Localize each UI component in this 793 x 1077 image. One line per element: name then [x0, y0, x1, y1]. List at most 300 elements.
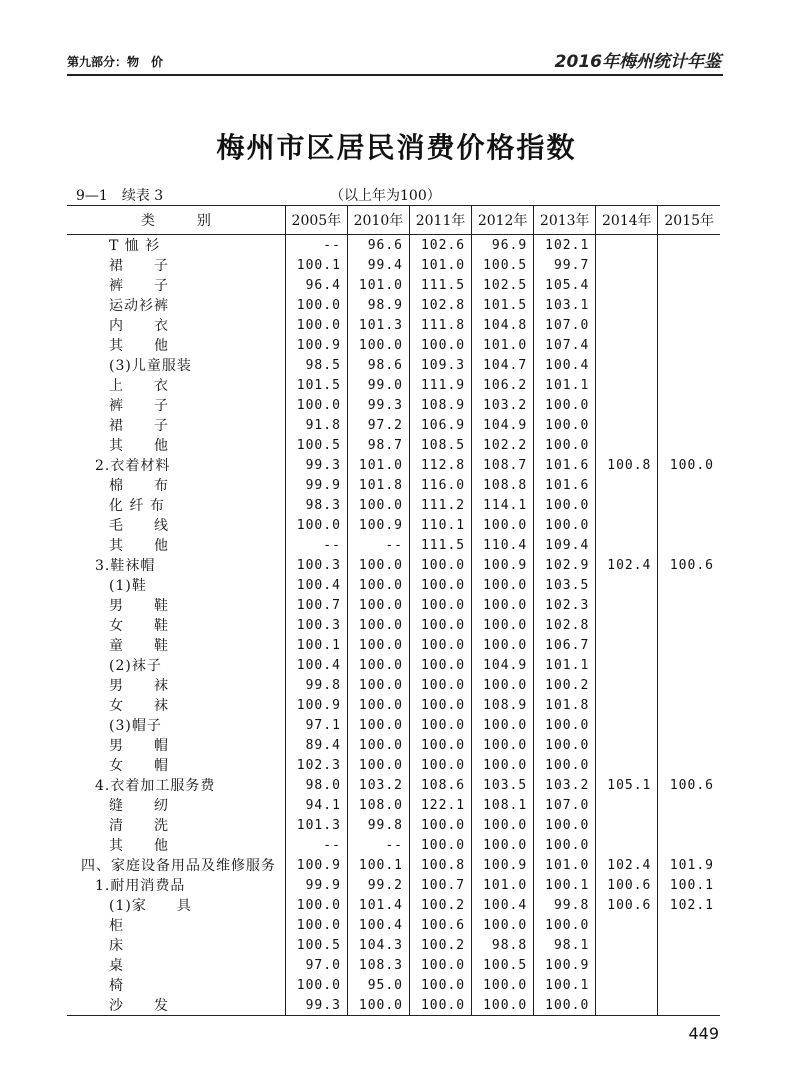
row-value [658, 575, 720, 595]
row-value [658, 495, 720, 515]
column-header: 2014年 [596, 206, 658, 235]
row-value [658, 475, 720, 495]
row-value: 100.0 [534, 415, 596, 435]
row-value: 100.0 [285, 395, 347, 415]
row-value [596, 935, 658, 955]
row-value: -- [347, 835, 409, 855]
row-value: 100.4 [285, 575, 347, 595]
row-value: 100.0 [658, 455, 720, 475]
row-value: 105.1 [596, 775, 658, 795]
row-value [658, 295, 720, 315]
row-value [658, 915, 720, 935]
row-value: 106.9 [410, 415, 472, 435]
row-label: 裙 子 [109, 418, 169, 434]
row-value: 100.0 [472, 815, 534, 835]
row-value: 111.2 [410, 495, 472, 515]
row-value: 99.3 [347, 395, 409, 415]
row-value: 101.5 [285, 375, 347, 395]
row-value [596, 955, 658, 975]
row-value: 100.0 [410, 675, 472, 695]
row-value: 101.3 [347, 315, 409, 335]
row-value: 110.1 [410, 515, 472, 535]
row-value [658, 395, 720, 415]
row-value: 103.1 [534, 295, 596, 315]
row-value: 100.0 [534, 515, 596, 535]
row-value: 100.0 [472, 995, 534, 1016]
row-label: 椅 [109, 978, 124, 994]
table-row [67, 495, 720, 515]
row-label: 裤 子 [109, 398, 169, 414]
row-value: 100.0 [472, 595, 534, 615]
row-value [658, 815, 720, 835]
row-value [596, 755, 658, 775]
row-value: 100.3 [285, 615, 347, 635]
row-value: 96.4 [285, 275, 347, 295]
price-index-table [67, 205, 720, 1016]
table-row [67, 475, 720, 495]
row-value: 100.2 [410, 935, 472, 955]
table-id: 9—1 续表 3 [76, 188, 164, 204]
row-label: 女 鞋 [109, 618, 169, 634]
row-label: 缝 纫 [109, 798, 169, 814]
row-value [596, 355, 658, 375]
row-value: 100.6 [658, 555, 720, 575]
row-value: 100.0 [347, 615, 409, 635]
row-label: 男 帽 [109, 738, 169, 754]
row-value: 100.0 [534, 735, 596, 755]
row-value: 100.0 [410, 735, 472, 755]
row-value: 100.0 [472, 575, 534, 595]
row-label: 4.衣着加工服务费 [95, 778, 216, 794]
row-label: (1)家 具 [109, 898, 192, 914]
table-row [67, 875, 720, 895]
row-value: 100.0 [410, 955, 472, 975]
row-label: 床 [109, 938, 124, 954]
table-row [67, 715, 720, 735]
row-value: 110.4 [472, 535, 534, 555]
row-value: 100.0 [472, 615, 534, 635]
row-value: 96.6 [347, 235, 409, 256]
row-value [596, 915, 658, 935]
row-value: 100.0 [410, 635, 472, 655]
row-value: 100.0 [285, 515, 347, 535]
table-row [67, 295, 720, 315]
row-label: 毛 线 [109, 518, 169, 534]
row-label: 其 他 [109, 838, 169, 854]
row-value: 100.7 [285, 595, 347, 615]
row-value: 102.3 [534, 595, 596, 615]
table-row [67, 375, 720, 395]
row-value: 100.0 [410, 695, 472, 715]
row-value [596, 575, 658, 595]
row-value: 100.4 [534, 355, 596, 375]
page-number: 449 [688, 1024, 719, 1043]
row-value: 100.0 [347, 715, 409, 735]
row-value: 100.3 [285, 555, 347, 575]
row-label: 清 洗 [109, 818, 169, 834]
table-row [67, 455, 720, 475]
row-value: 100.0 [285, 975, 347, 995]
row-value [658, 415, 720, 435]
row-value: 101.5 [472, 295, 534, 315]
row-value: 100.0 [410, 575, 472, 595]
row-value: 102.9 [534, 555, 596, 575]
row-value: 101.1 [534, 375, 596, 395]
row-value: 108.9 [472, 695, 534, 715]
table-row [67, 555, 720, 575]
column-header: 2015年 [658, 206, 720, 235]
row-value [658, 635, 720, 655]
row-value: 100.0 [472, 755, 534, 775]
row-label: 3.鞋袜帽 [95, 558, 156, 574]
row-value: 100.1 [285, 255, 347, 275]
row-value [596, 255, 658, 275]
row-value: 104.8 [472, 315, 534, 335]
row-value: 102.4 [596, 555, 658, 575]
row-value: 100.0 [410, 815, 472, 835]
table-row [67, 395, 720, 415]
row-value: 100.0 [534, 815, 596, 835]
row-value [596, 535, 658, 555]
row-value: 100.0 [534, 755, 596, 775]
row-value: 100.0 [534, 835, 596, 855]
row-value [658, 835, 720, 855]
row-value: 99.8 [347, 815, 409, 835]
row-value: 98.1 [534, 935, 596, 955]
row-value: 100.9 [285, 695, 347, 715]
row-value: 101.8 [534, 695, 596, 715]
row-value: 100.6 [658, 775, 720, 795]
row-value [596, 595, 658, 615]
row-value: 100.0 [410, 555, 472, 575]
row-value [658, 755, 720, 775]
row-value: 100.0 [285, 915, 347, 935]
row-value: 101.8 [347, 475, 409, 495]
row-value: 101.0 [347, 275, 409, 295]
table-row [67, 675, 720, 695]
row-value [658, 255, 720, 275]
row-value: 103.2 [472, 395, 534, 415]
row-label: (3)帽子 [109, 718, 162, 734]
row-value: 111.9 [410, 375, 472, 395]
row-value: 109.4 [534, 535, 596, 555]
row-value [658, 935, 720, 955]
row-value: 99.8 [534, 895, 596, 915]
row-value: 104.7 [472, 355, 534, 375]
row-value [596, 335, 658, 355]
row-value [658, 955, 720, 975]
row-label: 桌 [109, 958, 124, 974]
row-value: 101.0 [347, 455, 409, 475]
row-value: 104.9 [472, 415, 534, 435]
row-value: 102.1 [658, 895, 720, 915]
row-label: 女 帽 [109, 758, 169, 774]
row-value: 122.1 [410, 795, 472, 815]
row-value [596, 435, 658, 455]
row-value: 102.5 [472, 275, 534, 295]
row-value [658, 975, 720, 995]
row-value: 94.1 [285, 795, 347, 815]
row-value: 99.3 [285, 455, 347, 475]
row-value: 100.1 [534, 875, 596, 895]
table-row [67, 955, 720, 975]
row-value [658, 355, 720, 375]
row-value: 100.0 [472, 715, 534, 735]
row-value: 100.4 [472, 895, 534, 915]
row-value [658, 335, 720, 355]
row-value: 100.0 [534, 915, 596, 935]
row-label: 1.耐用消费品 [95, 878, 186, 894]
column-header: 2013年 [534, 206, 596, 235]
row-value: 100.0 [410, 715, 472, 735]
row-value [658, 275, 720, 295]
row-value: 99.9 [285, 875, 347, 895]
row-value: 100.0 [410, 335, 472, 355]
table-row [67, 415, 720, 435]
row-label: 女 袜 [109, 698, 169, 714]
row-value: 100.9 [534, 955, 596, 975]
table-row [67, 315, 720, 335]
table-body [67, 235, 720, 1016]
row-value: 100.0 [347, 995, 409, 1016]
row-label: 四、家庭设备用品及维修服务 [81, 858, 276, 874]
row-label: 内 衣 [109, 318, 169, 334]
row-value: 100.0 [410, 975, 472, 995]
row-value: 98.6 [347, 355, 409, 375]
row-value: 98.0 [285, 775, 347, 795]
column-header: 类 别 [67, 206, 285, 235]
row-value: 102.2 [472, 435, 534, 455]
row-value: 100.9 [472, 555, 534, 575]
row-label: 其 他 [109, 438, 169, 454]
row-value: 100.0 [472, 975, 534, 995]
row-value: 111.5 [410, 275, 472, 295]
running-header-yearbook: 2016年梅州统计年鉴 [554, 52, 721, 72]
row-value: 108.7 [472, 455, 534, 475]
row-value: 100.0 [347, 695, 409, 715]
row-value [596, 235, 658, 256]
table-row [67, 655, 720, 675]
row-value: 98.8 [472, 935, 534, 955]
row-value: 111.8 [410, 315, 472, 335]
row-value: 100.6 [410, 915, 472, 935]
row-value: 102.8 [410, 295, 472, 315]
row-value: 99.2 [347, 875, 409, 895]
column-header: 2005年 [285, 206, 347, 235]
row-value: 100.0 [347, 575, 409, 595]
row-value: 108.5 [410, 435, 472, 455]
row-value: 108.3 [347, 955, 409, 975]
row-value: 95.0 [347, 975, 409, 995]
row-value [658, 735, 720, 755]
row-value: 101.1 [534, 655, 596, 675]
row-value: 100.5 [472, 955, 534, 975]
row-value: 100.5 [285, 435, 347, 455]
table-row [67, 795, 720, 815]
row-value: 100.0 [285, 895, 347, 915]
row-value [658, 715, 720, 735]
row-value: 100.0 [472, 635, 534, 655]
row-value: 99.9 [285, 475, 347, 495]
row-value: 100.8 [596, 455, 658, 475]
row-value: 100.0 [347, 755, 409, 775]
page-title: 梅州市区居民消费价格指数 [216, 131, 577, 164]
row-value: 99.7 [534, 255, 596, 275]
row-value: 100.9 [347, 515, 409, 535]
row-value: 100.0 [347, 735, 409, 755]
row-value: 100.6 [596, 895, 658, 915]
row-value: 100.0 [410, 655, 472, 675]
row-value: 100.0 [347, 635, 409, 655]
row-value [596, 395, 658, 415]
row-value: -- [347, 535, 409, 555]
row-value: 100.0 [410, 595, 472, 615]
row-value: 98.7 [347, 435, 409, 455]
row-value: 114.1 [472, 495, 534, 515]
table-row [67, 755, 720, 775]
row-value [596, 735, 658, 755]
row-value: 100.9 [285, 335, 347, 355]
row-value: 100.0 [347, 555, 409, 575]
table-row [67, 535, 720, 555]
row-value: 100.0 [410, 755, 472, 775]
row-value: 100.0 [472, 675, 534, 695]
row-value: 100.0 [347, 595, 409, 615]
row-value: 106.7 [534, 635, 596, 655]
column-header: 2010年 [347, 206, 409, 235]
row-value: 100.0 [410, 835, 472, 855]
row-value: 116.0 [410, 475, 472, 495]
table-row [67, 855, 720, 875]
row-value: 98.9 [347, 295, 409, 315]
row-value: 99.3 [285, 995, 347, 1016]
row-value: 100.9 [285, 855, 347, 875]
row-value [596, 295, 658, 315]
row-label: 其 他 [109, 338, 169, 354]
row-label: 裤 子 [109, 278, 169, 294]
row-value [596, 695, 658, 715]
running-header-section: 第九部分：物 价 [67, 55, 164, 69]
row-value: 100.0 [534, 715, 596, 735]
table-row [67, 255, 720, 275]
row-value: 89.4 [285, 735, 347, 755]
table-row [67, 815, 720, 835]
row-value: 109.3 [410, 355, 472, 375]
row-value: 102.8 [534, 615, 596, 635]
row-value: 100.1 [285, 635, 347, 655]
row-value: 100.4 [347, 915, 409, 935]
table-row [67, 235, 720, 256]
row-value: 97.1 [285, 715, 347, 735]
row-value: -- [285, 535, 347, 555]
row-value: 108.6 [410, 775, 472, 795]
table-row [67, 575, 720, 595]
column-header: 2012年 [472, 206, 534, 235]
row-value: 108.9 [410, 395, 472, 415]
row-value: 101.0 [472, 875, 534, 895]
row-value: 100.0 [410, 615, 472, 635]
row-value: 100.0 [472, 835, 534, 855]
table-header-row [67, 206, 720, 235]
row-value [658, 375, 720, 395]
row-value: 98.5 [285, 355, 347, 375]
row-value [596, 635, 658, 655]
table-row [67, 355, 720, 375]
row-value: 101.6 [534, 455, 596, 475]
row-value: 112.8 [410, 455, 472, 475]
table-row [67, 515, 720, 535]
row-value: 107.0 [534, 795, 596, 815]
row-value: 101.6 [534, 475, 596, 495]
row-value: 99.4 [347, 255, 409, 275]
row-value: 101.0 [472, 335, 534, 355]
row-value: 91.8 [285, 415, 347, 435]
row-value: 108.1 [472, 795, 534, 815]
table-row [67, 595, 720, 615]
row-value: 100.0 [347, 655, 409, 675]
row-label: 2.衣着材料 [95, 458, 171, 474]
row-value [658, 535, 720, 555]
row-label: 童 鞋 [109, 638, 169, 654]
table-row [67, 735, 720, 755]
table-row [67, 915, 720, 935]
row-value [596, 995, 658, 1016]
row-value: 105.4 [534, 275, 596, 295]
row-value: 103.2 [347, 775, 409, 795]
row-label: T 恤 衫 [109, 238, 161, 254]
row-value [596, 675, 658, 695]
table-row [67, 615, 720, 635]
row-value: 97.0 [285, 955, 347, 975]
header-rule [67, 74, 723, 76]
row-label: 其 他 [109, 538, 169, 554]
row-value: 103.5 [472, 775, 534, 795]
row-value: 100.2 [534, 675, 596, 695]
row-value: 100.4 [285, 655, 347, 675]
table-row [67, 635, 720, 655]
row-value: 107.0 [534, 315, 596, 335]
row-value: 99.0 [347, 375, 409, 395]
row-value [596, 655, 658, 675]
table-row [67, 975, 720, 995]
table-row [67, 435, 720, 455]
row-label: (3)儿童服装 [109, 358, 192, 374]
row-value: 104.9 [472, 655, 534, 675]
row-value: 101.0 [534, 855, 596, 875]
table-row [67, 835, 720, 855]
row-value: 100.5 [472, 255, 534, 275]
row-value [596, 975, 658, 995]
row-value [596, 415, 658, 435]
row-value: 102.3 [285, 755, 347, 775]
row-value: 100.0 [472, 915, 534, 935]
row-value [596, 315, 658, 335]
row-value: 100.0 [347, 675, 409, 695]
row-value: 101.4 [347, 895, 409, 915]
row-value: 103.2 [534, 775, 596, 795]
row-value [658, 515, 720, 535]
row-value: 103.5 [534, 575, 596, 595]
table-row [67, 775, 720, 795]
table-row [67, 275, 720, 295]
row-value: 98.3 [285, 495, 347, 515]
row-value [658, 235, 720, 256]
row-value: 100.0 [472, 735, 534, 755]
table-note: （以上年为100） [330, 188, 441, 204]
row-value: 96.9 [472, 235, 534, 256]
row-value: -- [285, 235, 347, 256]
row-value: -- [285, 835, 347, 855]
